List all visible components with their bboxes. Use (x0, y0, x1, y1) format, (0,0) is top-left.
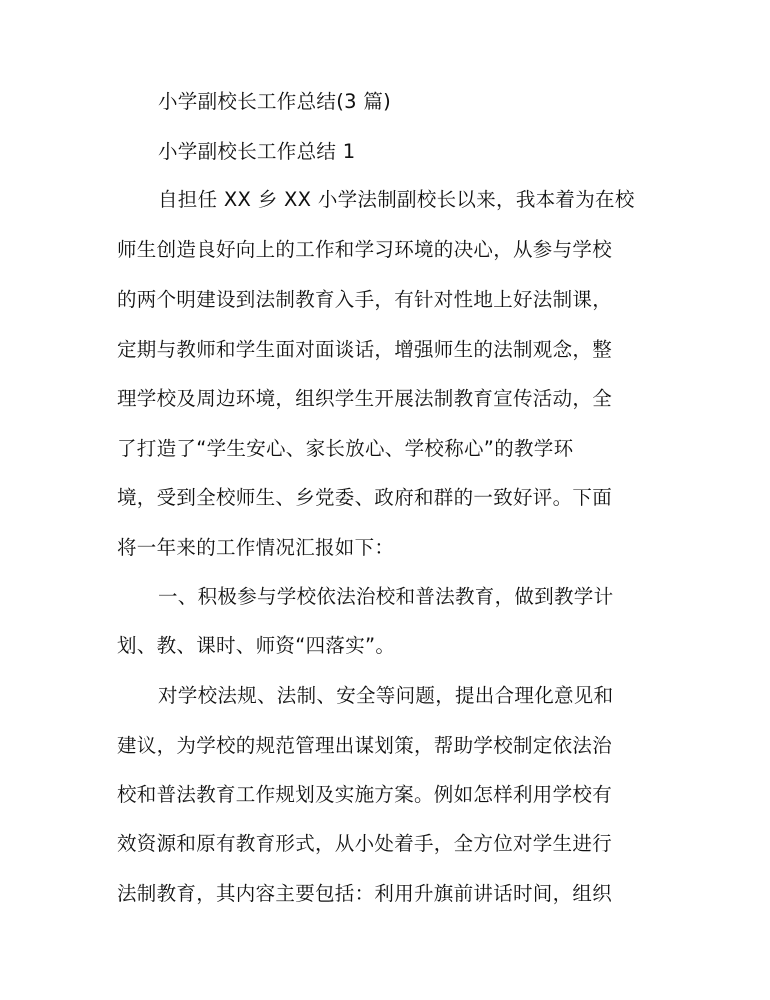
paragraph-line: 师生创造良好向上的工作和学习环境的决心，从参与学校 (117, 238, 613, 261)
paragraph-line: 定期与教师和学生面对面谈话，增强师生的法制观念，整 (117, 338, 613, 361)
paragraph-line: 理学校及周边环境，组织学生开展法制教育宣传活动，全 (117, 387, 613, 410)
paragraph-line: 自担任 XX 乡 XX 小学法制副校长以来，我本着为在校 (158, 188, 635, 211)
document-title: 小学副校长工作总结(3 篇) (158, 90, 392, 113)
paragraph-line: 将一年来的工作情况汇报如下： (117, 536, 395, 559)
paragraph-line: 的两个明建设到法制教育入手，有针对性地上好法制课， (117, 288, 613, 311)
paragraph-line: 境，受到全校师生、乡党委、政府和群的一致好评。下面 (117, 486, 613, 509)
paragraph-line: 校和普法教育工作规划及实施方案。例如怎样利用学校有 (117, 783, 613, 806)
paragraph-line: 法制教育，其内容主要包括：利用升旗前讲话时间，组织 (117, 882, 613, 905)
section-heading-line: 一、积极参与学校依法治校和普法教育，做到教学计 (158, 585, 614, 608)
paragraph-line: 对学校法规、法制、安全等问题，提出合理化意见和 (158, 684, 614, 707)
section-heading-line: 划、教、课时、师资“四落实”。 (117, 634, 396, 657)
document-subtitle: 小学副校长工作总结 1 (158, 140, 356, 163)
paragraph-line: 效资源和原有教育形式，从小处着手，全方位对学生进行 (117, 832, 613, 855)
paragraph-line: 建议，为学校的规范管理出谋划策，帮助学校制定依法治 (117, 734, 613, 757)
paragraph-line: 了打造了“学生安心、家长放心、学校称心”的教学环 (117, 437, 574, 460)
